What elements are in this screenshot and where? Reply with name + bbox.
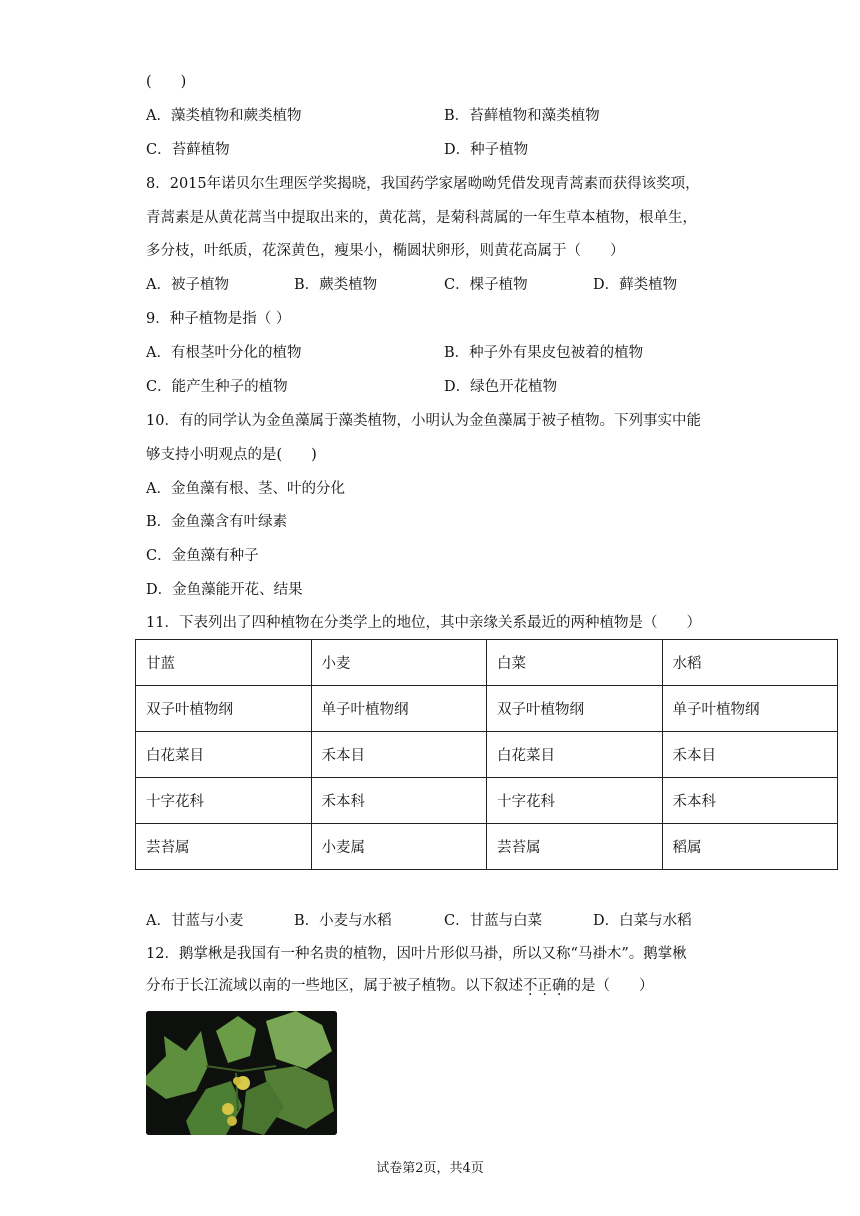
table-cell: 稻属	[662, 824, 838, 870]
q8-option-d: D．藓类植物	[593, 277, 678, 293]
table-cell: 禾本科	[662, 778, 838, 824]
q10-option-b: B．金鱼藻含有叶绿素	[146, 514, 288, 530]
q11-option-a: A．甘蓝与小麦	[146, 913, 244, 929]
table-cell: 小麦属	[311, 824, 487, 870]
q7-option-c: C．苔藓植物	[146, 142, 230, 158]
emphasis-char: 不	[523, 978, 538, 994]
q10-option-a: A．金鱼藻有根、茎、叶的分化	[146, 481, 345, 497]
table-cell: 双子叶植物纲	[136, 686, 312, 732]
table-row	[136, 778, 838, 824]
table-cell: 白花菜目	[487, 732, 663, 778]
q9-stem: 9．种子植物是指（ ）	[146, 311, 291, 327]
q7-option-b: B．苔藓植物和藻类植物	[444, 108, 600, 124]
table-cell: 芸苔属	[136, 824, 312, 870]
table-cell: 禾本目	[662, 732, 838, 778]
emphasis-char: 确	[552, 978, 567, 994]
taxonomy-table	[135, 639, 838, 870]
q12-stem-text: 分布于长江流域以南的一些地区，属于被子植物。以下叙述	[146, 978, 523, 994]
q11-option-d: D．白菜与水稻	[593, 913, 692, 929]
table-cell: 双子叶植物纲	[487, 686, 663, 732]
emphasis-char: 正	[537, 978, 552, 994]
q12-stem-line-2	[146, 976, 654, 996]
table-cell: 白花菜目	[136, 732, 312, 778]
table-cell: 单子叶植物纲	[662, 686, 838, 732]
q9-option-c: C．能产生种子的植物	[146, 379, 288, 395]
q9-option-b: B．种子外有果皮包被着的植物	[444, 345, 644, 361]
table-row	[136, 732, 838, 778]
q8-option-a: A．被子植物	[146, 277, 229, 293]
q8-stem-line-3: 多分枝，叶纸质，花深黄色，瘦果小，椭圆状卵形，则黄花高属于（ ）	[146, 243, 625, 259]
q10-stem-line-2: 够支持小明观点的是( )	[146, 447, 317, 463]
q11-option-b: B．小麦与水稻	[294, 913, 392, 929]
table-cell: 单子叶植物纲	[311, 686, 487, 732]
q7-option-a: A．藻类植物和蕨类植物	[146, 108, 302, 124]
table-cell: 禾本目	[311, 732, 487, 778]
table-row	[136, 824, 838, 870]
q12-stem-text: 的是（ ）	[566, 978, 654, 994]
q9-option-a: A．有根茎叶分化的植物	[146, 345, 302, 361]
q8-option-b: B．蕨类植物	[294, 277, 378, 293]
table-cell: 白菜	[487, 640, 663, 686]
page-footer: 试卷第2页，共4页	[376, 1161, 484, 1176]
table-cell: 十字花科	[136, 778, 312, 824]
q10-option-c: C．金鱼藻有种子	[146, 548, 259, 564]
q9-option-d: D．绿色开花植物	[444, 379, 558, 395]
table-cell: 水稻	[662, 640, 838, 686]
q8-stem-line-2: 青蒿素是从黄花蒿当中提取出来的，黄花蒿，是菊科蒿属的一年生草本植物，根单生，	[146, 210, 697, 226]
tulip-tree-photo	[146, 1011, 337, 1135]
table-cell: 禾本科	[311, 778, 487, 824]
q7-paren: ( )	[146, 74, 187, 90]
table-cell: 十字花科	[487, 778, 663, 824]
table-cell: 小麦	[311, 640, 487, 686]
table-cell: 甘蓝	[136, 640, 312, 686]
q8-stem-line-1: 8．2015年诺贝尔生理医学奖揭晓，我国药学家屠呦呦凭借发现青蒿素而获得该奖项，	[146, 176, 700, 192]
tulip-tree-illustration	[146, 1011, 337, 1135]
q10-stem-line-1: 10．有的同学认为金鱼藻属于藻类植物，小明认为金鱼藻属于被子植物。下列事实中能	[146, 413, 701, 429]
q10-option-d: D．金鱼藻能开花、结果	[146, 582, 303, 598]
q12-stem-line-1: 12．鹅掌楸是我国有一种名贵的植物，因叶片形似马褂，所以又称“马褂木”。鹅掌楸	[146, 946, 687, 962]
q8-option-c: C．棵子植物	[444, 277, 528, 293]
q11-option-c: C．甘蓝与白菜	[444, 913, 543, 929]
q11-stem: 11．下表列出了四种植物在分类学上的地位，其中亲缘关系最近的两种植物是（ ）	[146, 615, 701, 631]
q7-option-d: D．种子植物	[444, 142, 529, 158]
table-row	[136, 640, 838, 686]
table-row	[136, 686, 838, 732]
table-cell: 芸苔属	[487, 824, 663, 870]
